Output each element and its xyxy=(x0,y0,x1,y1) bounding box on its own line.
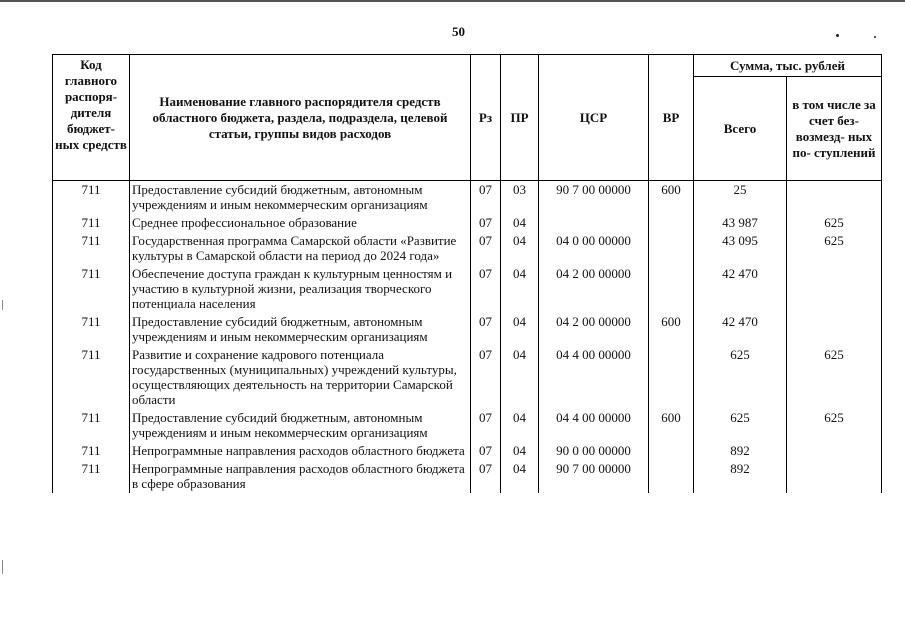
cell-name: Предоставление субсидий бюджетным, автономным учреждениям и иным некоммерческим организациям xyxy=(130,313,471,346)
cell-vr xyxy=(649,214,694,232)
cell-csr: 90 7 00 00000 xyxy=(539,460,649,493)
cell-total: 42 470 xyxy=(694,265,787,313)
table-row xyxy=(53,346,882,409)
cell-total: 43 095 xyxy=(694,232,787,265)
cell-total: 892 xyxy=(694,442,787,460)
cell-csr: 04 4 00 00000 xyxy=(539,409,649,442)
cell-rz: 07 xyxy=(471,409,501,442)
cell-pr: 04 xyxy=(501,460,539,493)
cell-pr: 04 xyxy=(501,313,539,346)
header-name: Наименование главного распорядителя средств областного бюджета, раздела, подраздела, целевой статьи, группы видов расходов xyxy=(130,55,471,181)
scan-speck xyxy=(836,34,839,37)
table-row xyxy=(53,442,882,460)
top-border-line xyxy=(0,0,905,2)
cell-gratuitous xyxy=(787,313,882,346)
cell-total: 625 xyxy=(694,409,787,442)
cell-csr: 04 4 00 00000 xyxy=(539,346,649,409)
cell-name: Обеспечение доступа граждан к культурным ценностям и участию в культурной жизни, реализация творческого потенциала населения xyxy=(130,265,471,313)
cell-vr xyxy=(649,442,694,460)
header-rz: Рз xyxy=(471,55,501,181)
table-row xyxy=(53,409,882,442)
table-row xyxy=(53,181,882,215)
cell-csr: 90 7 00 00000 xyxy=(539,181,649,215)
cell-csr xyxy=(539,214,649,232)
cell-pr: 04 xyxy=(501,265,539,313)
cell-gratuitous xyxy=(787,181,882,215)
cell-gratuitous: 625 xyxy=(787,409,882,442)
table-row xyxy=(53,460,882,493)
cell-total: 43 987 xyxy=(694,214,787,232)
cell-name: Развитие и сохранение кадрового потенциала государственных (муниципальных) учреждений культуры, осуществляющих деятельность на территории Самарской области xyxy=(130,346,471,409)
cell-code: 711 xyxy=(53,442,130,460)
cell-vr xyxy=(649,265,694,313)
cell-name: Государственная программа Самарской области «Развитие культуры в Самарской области на период до 2024 года» xyxy=(130,232,471,265)
cell-gratuitous: 625 xyxy=(787,232,882,265)
cell-vr xyxy=(649,232,694,265)
scan-edge-mark xyxy=(2,560,3,574)
cell-vr xyxy=(649,460,694,493)
cell-vr: 600 xyxy=(649,313,694,346)
cell-rz: 07 xyxy=(471,232,501,265)
cell-rz: 07 xyxy=(471,181,501,215)
header-total: Всего xyxy=(694,77,787,181)
scan-edge-mark xyxy=(2,300,3,310)
cell-rz: 07 xyxy=(471,265,501,313)
cell-rz: 07 xyxy=(471,442,501,460)
cell-code: 711 xyxy=(53,265,130,313)
table-row xyxy=(53,265,882,313)
header-code: Код главного распоря- дителя бюджет- ных средств xyxy=(53,55,130,181)
cell-code: 711 xyxy=(53,346,130,409)
cell-gratuitous xyxy=(787,265,882,313)
table-body xyxy=(53,181,882,494)
cell-gratuitous: 625 xyxy=(787,346,882,409)
cell-rz: 07 xyxy=(471,313,501,346)
cell-gratuitous xyxy=(787,442,882,460)
cell-name: Предоставление субсидий бюджетным, автономным учреждениям и иным некоммерческим организациям xyxy=(130,181,471,215)
cell-total: 892 xyxy=(694,460,787,493)
cell-csr: 04 0 00 00000 xyxy=(539,232,649,265)
cell-total: 25 xyxy=(694,181,787,215)
cell-pr: 04 xyxy=(501,409,539,442)
cell-csr: 04 2 00 00000 xyxy=(539,265,649,313)
scan-speck xyxy=(874,36,876,38)
cell-total: 42 470 xyxy=(694,313,787,346)
budget-table xyxy=(52,54,882,493)
table-header xyxy=(53,55,882,181)
table-row xyxy=(53,214,882,232)
cell-vr: 600 xyxy=(649,409,694,442)
cell-name: Среднее профессиональное образование xyxy=(130,214,471,232)
cell-code: 711 xyxy=(53,313,130,346)
cell-name: Непрограммные направления расходов областного бюджета в сфере образования xyxy=(130,460,471,493)
cell-pr: 04 xyxy=(501,442,539,460)
cell-pr: 04 xyxy=(501,346,539,409)
cell-rz: 07 xyxy=(471,346,501,409)
cell-code: 711 xyxy=(53,232,130,265)
cell-rz: 07 xyxy=(471,214,501,232)
header-vr: ВР xyxy=(649,55,694,181)
cell-csr: 04 2 00 00000 xyxy=(539,313,649,346)
cell-pr: 04 xyxy=(501,214,539,232)
table-row xyxy=(53,313,882,346)
cell-name: Непрограммные направления расходов областного бюджета xyxy=(130,442,471,460)
cell-code: 711 xyxy=(53,214,130,232)
cell-code: 711 xyxy=(53,181,130,215)
page-number: 50 xyxy=(452,24,465,39)
cell-total: 625 xyxy=(694,346,787,409)
cell-code: 711 xyxy=(53,460,130,493)
cell-csr: 90 0 00 00000 xyxy=(539,442,649,460)
cell-vr xyxy=(649,346,694,409)
cell-pr: 03 xyxy=(501,181,539,215)
cell-gratuitous: 625 xyxy=(787,214,882,232)
cell-pr: 04 xyxy=(501,232,539,265)
cell-code: 711 xyxy=(53,409,130,442)
header-csr: ЦСР xyxy=(539,55,649,181)
cell-vr: 600 xyxy=(649,181,694,215)
table-row xyxy=(53,232,882,265)
header-gratuitous: в том числе за счет без- возмезд- ных по- ступлений xyxy=(787,77,882,181)
cell-gratuitous xyxy=(787,460,882,493)
cell-rz: 07 xyxy=(471,460,501,493)
cell-name: Предоставление субсидий бюджетным, автономным учреждениям и иным некоммерческим организациям xyxy=(130,409,471,442)
header-pr: ПР xyxy=(501,55,539,181)
header-sum-group: Сумма, тыс. рублей xyxy=(694,55,882,77)
